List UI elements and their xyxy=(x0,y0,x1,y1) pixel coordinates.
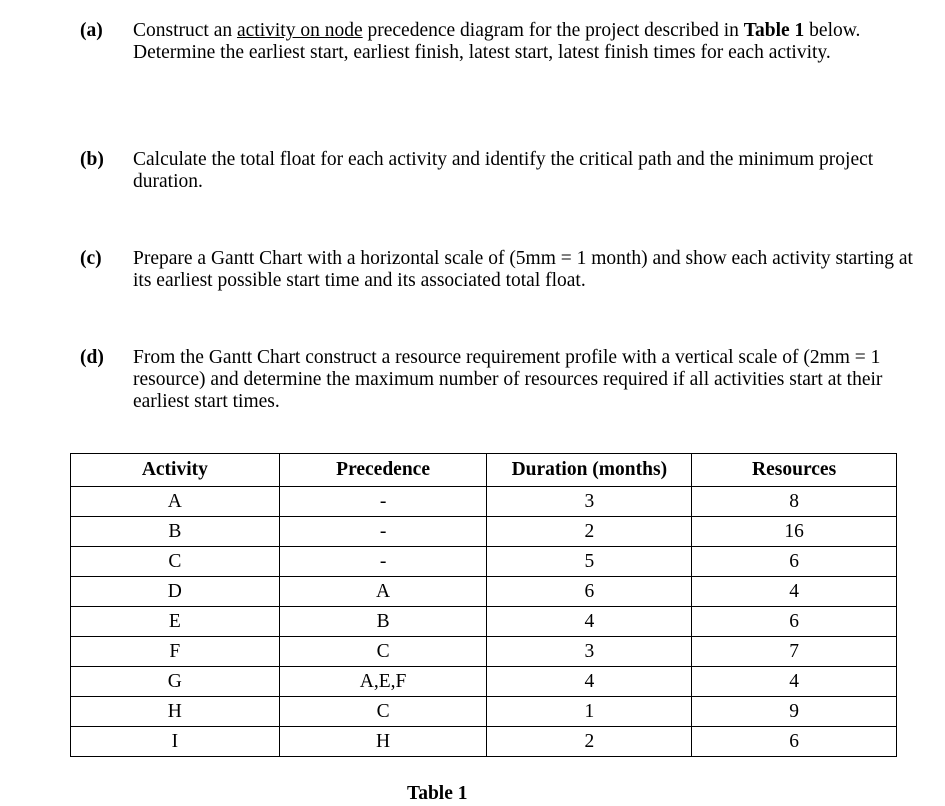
cell-duration: 4 xyxy=(487,607,692,637)
question-a-label: (a) xyxy=(80,20,103,41)
cell-duration: 1 xyxy=(487,697,692,727)
cell-resources: 4 xyxy=(692,667,897,697)
cell-precedence: C xyxy=(279,637,487,667)
cell-resources: 9 xyxy=(692,697,897,727)
cell-resources: 7 xyxy=(692,637,897,667)
question-d xyxy=(80,347,915,413)
question-c-label: (c) xyxy=(80,248,102,269)
table-row xyxy=(71,517,897,547)
cell-duration: 5 xyxy=(487,547,692,577)
table-row xyxy=(71,607,897,637)
table-caption: Table 1 xyxy=(407,783,468,804)
cell-activity: D xyxy=(71,577,280,607)
cell-duration: 3 xyxy=(487,637,692,667)
question-d-text: From the Gantt Chart construct a resource requirement profile with a vertical scale of (2mm = 1 resource) and determine the maximum number of resources required if all activities start at their earliest start times. xyxy=(133,347,883,412)
cell-activity: I xyxy=(71,727,280,757)
header-resources: Resources xyxy=(692,454,897,487)
cell-duration: 2 xyxy=(487,517,692,547)
question-b xyxy=(80,149,915,193)
table-row xyxy=(71,547,897,577)
question-b-text: Calculate the total float for each activity and identify the critical path and the minimum project duration. xyxy=(133,149,874,192)
cell-activity: E xyxy=(71,607,280,637)
question-b-label: (b) xyxy=(80,149,104,170)
header-duration: Duration (months) xyxy=(487,454,692,487)
cell-activity: B xyxy=(71,517,280,547)
cell-precedence: - xyxy=(279,547,487,577)
cell-duration: 2 xyxy=(487,727,692,757)
cell-duration: 6 xyxy=(487,577,692,607)
cell-precedence: B xyxy=(279,607,487,637)
cell-precedence: C xyxy=(279,697,487,727)
question-c-text: Prepare a Gantt Chart with a horizontal scale of (5mm = 1 month) and show each activity starting at its earliest possible start time and its associated total float. xyxy=(133,248,913,291)
cell-resources: 8 xyxy=(692,487,897,517)
cell-precedence: A xyxy=(279,577,487,607)
cell-resources: 4 xyxy=(692,577,897,607)
cell-duration: 4 xyxy=(487,667,692,697)
table-row xyxy=(71,727,897,757)
cell-duration: 3 xyxy=(487,487,692,517)
cell-resources: 16 xyxy=(692,517,897,547)
cell-activity: F xyxy=(71,637,280,667)
header-precedence: Precedence xyxy=(279,454,487,487)
cell-precedence: - xyxy=(279,517,487,547)
question-a-text: Construct an activity on node precedence diagram for the project described in Table 1 below. Determine the earliest start, earliest finish, latest start, latest finish times for each activity. xyxy=(133,20,861,63)
cell-precedence: H xyxy=(279,727,487,757)
header-activity: Activity xyxy=(71,454,280,487)
underlined-term: activity on node xyxy=(236,20,363,41)
cell-activity: H xyxy=(71,697,280,727)
question-d-label: (d) xyxy=(80,347,104,368)
table-row xyxy=(71,577,897,607)
question-a xyxy=(80,20,915,64)
table-header-row xyxy=(71,454,897,487)
cell-resources: 6 xyxy=(692,727,897,757)
cell-activity: G xyxy=(71,667,280,697)
cell-resources: 6 xyxy=(692,547,897,577)
cell-activity: C xyxy=(71,547,280,577)
table-row xyxy=(71,697,897,727)
cell-precedence: A,E,F xyxy=(279,667,487,697)
question-c xyxy=(80,248,915,292)
cell-resources: 6 xyxy=(692,607,897,637)
table-row xyxy=(71,637,897,667)
table-row xyxy=(71,667,897,697)
cell-activity: A xyxy=(71,487,280,517)
cell-precedence: - xyxy=(279,487,487,517)
table-row xyxy=(71,487,897,517)
activity-table xyxy=(70,453,897,757)
table-reference: Table 1 xyxy=(743,20,805,41)
